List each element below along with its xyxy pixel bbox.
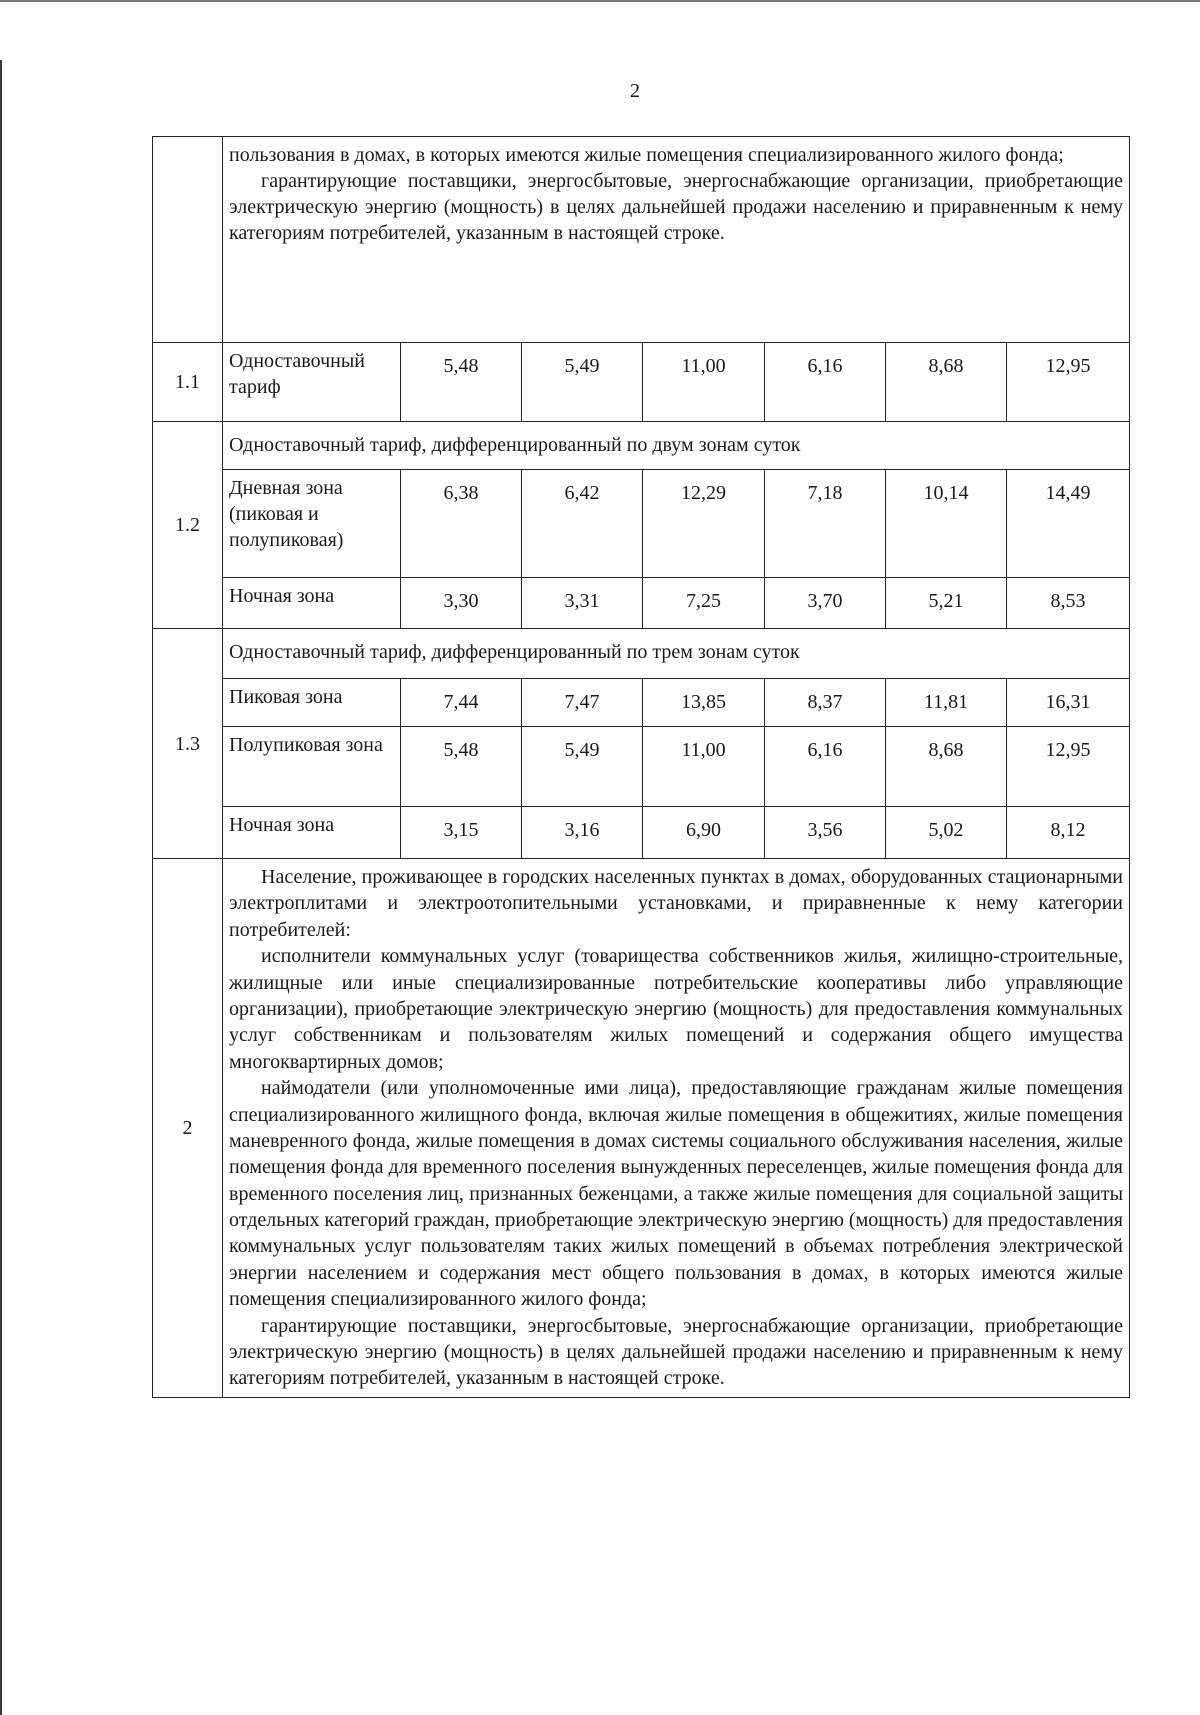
tariff-value: 7,25 (643, 578, 765, 629)
tariff-value: 11,81 (886, 679, 1007, 727)
table-row-2 (153, 859, 1130, 1398)
tariff-value: 5,48 (401, 727, 522, 807)
tariff-value: 3,56 (765, 807, 886, 859)
tariff-value: 13,85 (643, 679, 765, 727)
category-paragraph: гарантирующие поставщики, энергосбытовые, энергоснабжающие организации, приобретающие электрическую энергию (мощность) в целях дальнейшей продажи населению и приравненным к нему категориям потребителей, указанным в настоящей строке. (229, 1314, 1124, 1390)
tariff-value: 3,16 (522, 807, 643, 859)
tariff-value: 11,00 (643, 727, 765, 807)
tariff-value: 3,31 (522, 578, 643, 629)
row-number: 1.2 (153, 422, 223, 629)
category-paragraph: исполнители коммунальных услуг (товарищества собственников жилья, жилищно-строительные, жилищные или иные специализированные потребительские кооперативы либо управляющие организации), приобретающие электрическую энергию (мощность) для предоставления коммунальных услуг собственникам и пользователям жилых помещений и содержания общего имущества многоквартирных домов; (229, 945, 1124, 1073)
section-header: Одноставочный тариф, дифференцированный по двум зонам суток (223, 422, 1130, 470)
tariff-value: 10,14 (886, 470, 1007, 578)
scan-left-edge (0, 60, 2, 1715)
table-row-1-3-peak (153, 679, 1130, 727)
tariff-value: 3,15 (401, 807, 522, 859)
page-number: 2 (630, 80, 640, 102)
row-number: 1.1 (153, 343, 223, 422)
tariff-value: 14,49 (1007, 470, 1130, 578)
table-row-1-1 (153, 343, 1130, 422)
tariff-label: Ночная зона (223, 578, 401, 629)
tariff-value: 5,48 (401, 343, 522, 422)
section-header: Одноставочный тариф, дифференцированный по трем зонам суток (223, 629, 1130, 679)
tariff-value: 5,21 (886, 578, 1007, 629)
tariff-value: 7,47 (522, 679, 643, 727)
tariff-value: 8,12 (1007, 807, 1130, 859)
tariff-value: 6,16 (765, 343, 886, 422)
tariff-value: 3,30 (401, 578, 522, 629)
tariff-value: 6,16 (765, 727, 886, 807)
tariff-value: 8,68 (886, 727, 1007, 807)
tariff-value: 5,02 (886, 807, 1007, 859)
table-row-1-3-halfpeak (153, 727, 1130, 807)
tariff-value: 12,95 (1007, 343, 1130, 422)
tariff-value: 11,00 (643, 343, 765, 422)
tariff-value: 12,95 (1007, 727, 1130, 807)
tariff-label: Одноставочный тариф (223, 343, 401, 422)
table-row-1-2-night (153, 578, 1130, 629)
row-number: 1.3 (153, 629, 223, 859)
tariff-value: 7,18 (765, 470, 886, 578)
row-number-cell (153, 137, 223, 343)
row-number: 2 (153, 859, 223, 1398)
table-row-1-3-night (153, 807, 1130, 859)
tariff-value: 8,53 (1007, 578, 1130, 629)
table-row-1-3-header (153, 629, 1130, 679)
continuation-paragraph: гарантирующие поставщики, энергосбытовые, энергоснабжающие организации, приобретающие электрическую энергию (мощность) в целях дальнейшей продажи населению и приравненным к нему категориям потребителей, указанным в настоящей строке. (229, 170, 1124, 244)
continuation-paragraph: пользования в домах, в которых имеются жилые помещения специализированного жилого фонда; (229, 144, 1064, 166)
category-paragraph: Население, проживающее в городских населенных пунктах в домах, оборудованных стационарными электроплитами и электроотопительными установками, и приравненные к нему категории потребителей: (229, 866, 1124, 941)
tariff-value: 6,38 (401, 470, 522, 578)
tariff-value: 5,49 (522, 727, 643, 807)
tariff-value: 12,29 (643, 470, 765, 578)
tariff-value: 3,70 (765, 578, 886, 629)
tariff-value: 6,90 (643, 807, 765, 859)
category-paragraph: наймодатели (или уполномоченные ими лица), предоставляющие гражданам жилые помещения специализированного жилищного фонда, включая жилые помещения в общежитиях, жилые помещения маневренного фонда, жилые помещения в домах системы социального обслуживания населения, жилые помещения фонда для временного поселения вынужденных переселенцев, жилые помещения фонда для временного поселения лиц, признанных беженцами, а также жилые помещения для социальной защиты отдельных категорий граждан, приобретающие электрическую энергию (мощность) для предоставления коммунальных услуг пользователям таких жилых помещений в объемах потребления электрической энергии населением и содержания мест общего пользования в домах, в которых имеются жилые помещения специализированного жилого фонда; (229, 1077, 1124, 1311)
table-row-1-2-header (153, 422, 1130, 470)
tariff-value: 7,44 (401, 679, 522, 727)
tariff-label: Ночная зона (223, 807, 401, 859)
tariff-value: 16,31 (1007, 679, 1130, 727)
tariff-label: Пиковая зона (223, 679, 401, 727)
tariff-value: 5,49 (522, 343, 643, 422)
tariff-table (152, 136, 1130, 1398)
category-description-cell (223, 859, 1130, 1398)
tariff-value: 6,42 (522, 470, 643, 578)
table-row-continuation (153, 137, 1130, 343)
table-row-1-2-day (153, 470, 1130, 578)
tariff-value: 8,37 (765, 679, 886, 727)
continuation-text-cell (223, 137, 1130, 343)
tariff-label: Полупиковая зона (223, 727, 401, 807)
tariff-label: Дневная зона (пиковая и полупиковая) (223, 470, 401, 578)
scan-top-edge (0, 0, 1200, 2)
tariff-value: 8,68 (886, 343, 1007, 422)
